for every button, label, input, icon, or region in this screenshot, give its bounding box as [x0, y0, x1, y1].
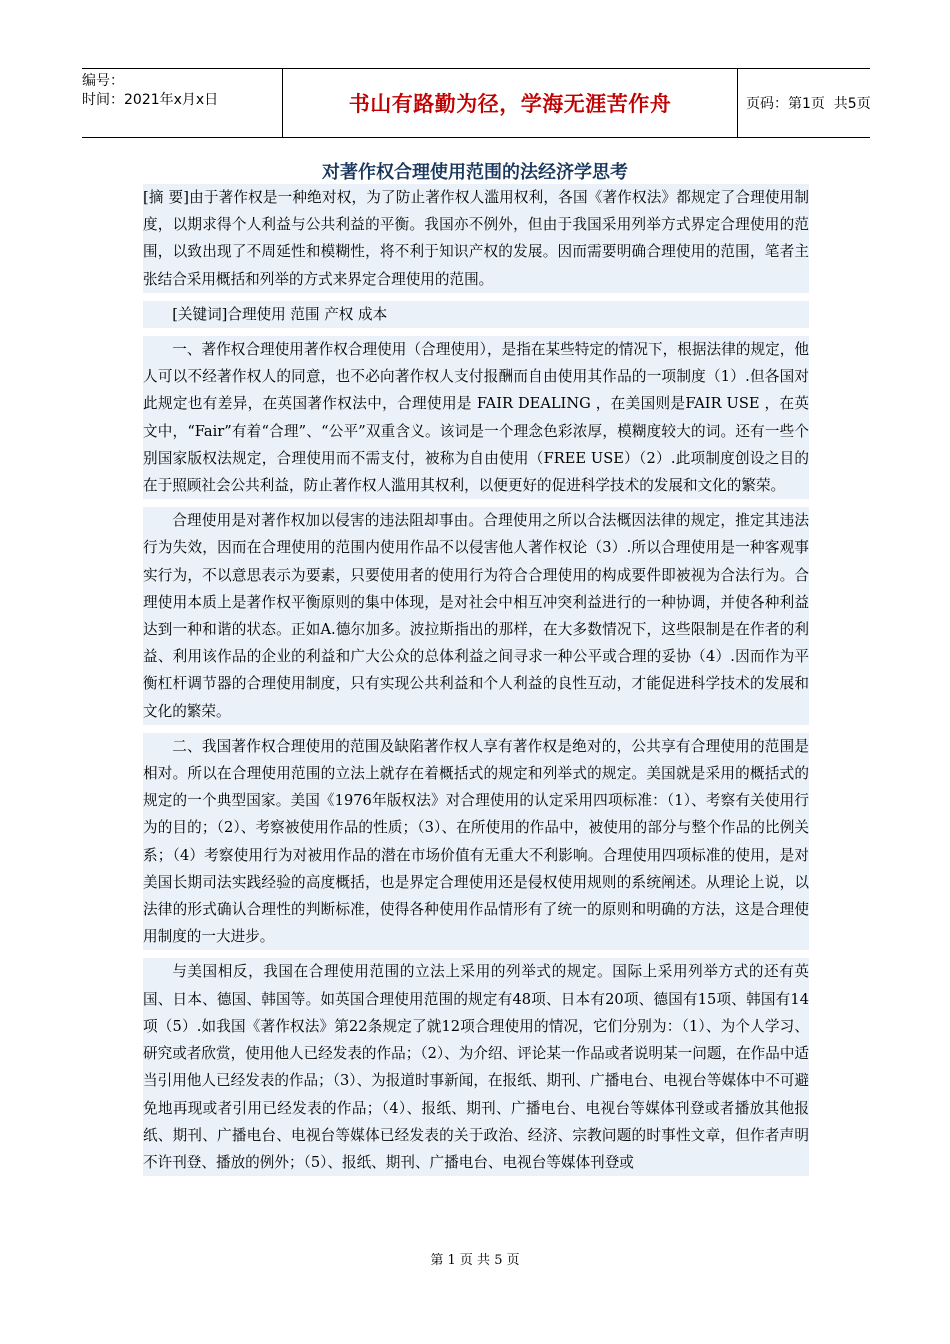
header-center-cell [282, 69, 738, 137]
body-paragraph: 合理使用是对著作权加以侵害的违法阻却事由。合理使用之所以合法概因法律的规定，推定其违法行为失效，因而在合理使用的范围内使用作品不以侵害他人著作权论（3）.所以合理使用是一种客观事实行为，不以意思表示为要素，只要使用者的使用行为符合合理使用的构成要件即被视为合法行为。合理使用本质上是著作权平衡原则的集中体现，是对社会中相互冲突利益进行的一种协调，并使各种利益达到一种和谐的状态。正如A.德尔加多。波拉斯指出的那样，在大多数情况下，这些限制是在作者的利益、利用该作品的企业的利益和广大公众的总体利益之间寻求一种公平或合理的妥协（4）.因而作为平衡杠杆调节器的合理使用制度，只有实现公共利益和个人利益的良性互动，才能促进科学技术的发展和文化的繁荣。 [143, 507, 809, 725]
number-label: 编号： [82, 73, 124, 89]
page-footer: 第 1 页 共 5 页 [430, 1253, 520, 1268]
date-label: 时间：2021年x月x日 [82, 92, 219, 108]
abstract-paragraph: [摘 要]由于著作权是一种绝对权，为了防止著作权人滥用权利，各国《著作权法》都规定了合理使用制度，以期求得个人利益与公共利益的平衡。我国亦不例外，但由于我国采用列举方式界定合理使用的范围，以致出现了不周延性和模糊性，将不利于知识产权的发展。因而需要明确合理使用的范围，笔者主张结合采用概括和列举的方式来界定合理使用的范围。 [143, 184, 809, 293]
page-label: 页码：第1页 共5页 [746, 96, 871, 112]
header-left-cell [82, 69, 282, 137]
header-right-cell [738, 69, 870, 137]
keywords-paragraph: [关键词]合理使用 范围 产权 成本 [143, 301, 809, 328]
document-body [143, 184, 809, 1184]
document-title: 对著作权合理使用范围的法经济学思考 [322, 162, 628, 183]
body-paragraph: 二、我国著作权合理使用的范围及缺陷著作权人享有著作权是绝对的，公共享有合理使用的范围是相对。所以在合理使用范围的立法上就存在着概括式的规定和列举式的规定。美国就是采用的概括式的规定的一个典型国家。美国《1976年版权法》对合理使用的认定采用四项标准：（1）、考察有关使用行为的目的；（2）、考察被使用作品的性质；（3）、在所使用的作品中，被使用的部分与整个作品的比例关系；（4）考察使用行为对被用作品的潜在市场价值有无重大不利影响。合理使用四项标准的使用，是对美国长期司法实践经验的高度概括，也是界定合理使用还是侵权使用规则的系统阐述。从理论上说，以法律的形式确认合理性的判断标准，使得各种使用作品情形有了统一的原则和明确的方法，这是合理使用制度的一大进步。 [143, 733, 809, 951]
header-table [82, 68, 870, 138]
motto: 书山有路勤为径，学海无涯苦作舟 [348, 92, 672, 116]
body-paragraph: 一、著作权合理使用著作权合理使用（合理使用），是指在某些特定的情况下，根据法律的规定，他人可以不经著作权人的同意，也不必向著作权人支付报酬而自由使用其作品的一项制度（1）.但各国对此规定也有差异，在英国著作权法中，合理使用是 FAIR DEALING ，在美国则是FAIR USE ，在英文中，“Fair”有着“合理”、“公平”双重含义。该词是一个理念色彩浓厚，模糊度较大的词。还有一些个别国家版权法规定，合理使用而不需支付，被称为自由使用（FREE USE）（2）.此项制度创设之目的在于照顾社会公共利益，防止著作权人滥用其权利，以便更好的促进科学技术的发展和文化的繁荣。 [143, 336, 809, 499]
body-paragraph: 与美国相反，我国在合理使用范围的立法上采用的列举式的规定。国际上采用列举方式的还有英国、日本、德国、韩国等。如英国合理使用范围的规定有48项、日本有20项、德国有15项、韩国有14项（5）.如我国《著作权法》第22条规定了就12项合理使用的情况，它们分别为：（1）、为个人学习、研究或者欣赏，使用他人已经发表的作品；（2）、为介绍、评论某一作品或者说明某一问题，在作品中适当引用他人已经发表的作品；（3）、为报道时事新闻，在报纸、期刊、广播电台、电视台等媒体中不可避免地再现或者引用已经发表的作品；（4）、报纸、期刊、广播电台、电视台等媒体刊登或者播放其他报纸、期刊、广播电台、电视台等媒体已经发表的关于政治、经济、宗教问题的时事性文章，但作者声明不许刊登、播放的例外；（5）、报纸、期刊、广播电台、电视台等媒体刊登或 [143, 958, 809, 1176]
